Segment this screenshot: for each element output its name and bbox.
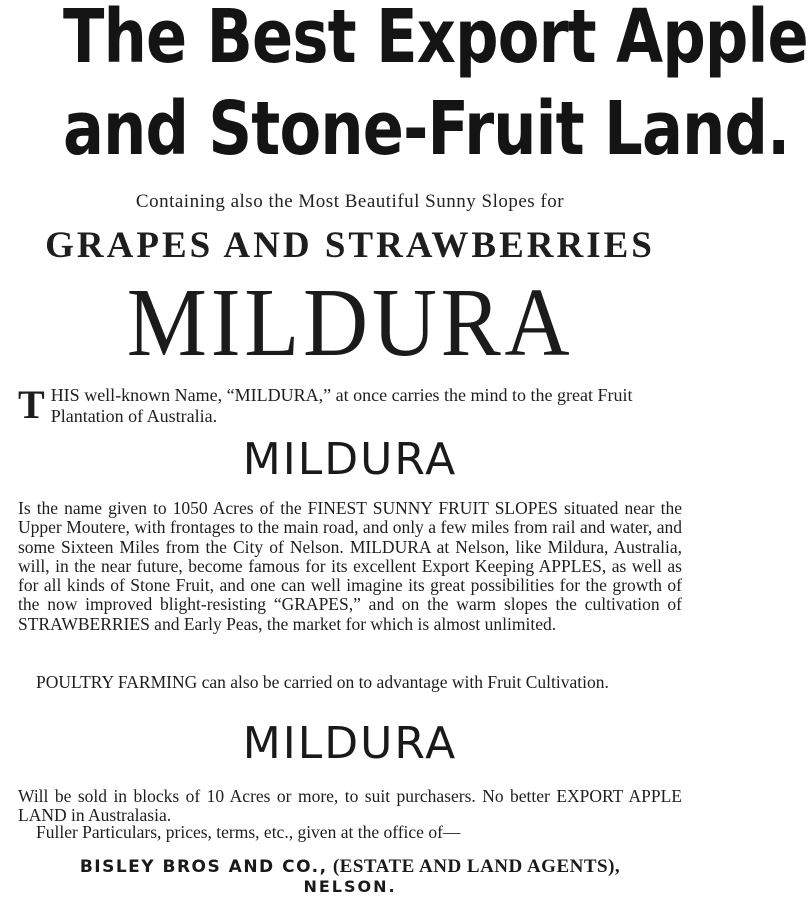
headline-line-2: and Stone-Fruit Land. <box>63 86 790 172</box>
headline-line-1: The Best Export Apple <box>63 0 808 80</box>
agent-role: (ESTATE AND LAND AGENTS), <box>332 856 621 877</box>
description-paragraph: Is the name given to 1050 Acres of the FINEST SUNNY FRUIT SLOPES situated near the Upper Moutere, with frontages to the main road, and only a few miles from rail and water, and some Sixteen Miles from the City of Nelson. MILDURA at Nelson, like Mildura, Australia, will, in the near future, become famous for its excellent Export Keeping APPLES, as well as for all kinds of Stone Fruit, and one can well imagine its great possibilities for the growth of the now improved blight-resisting “GRAPES,” and on the warm slopes the cultivation of STRAWBERRIES and Early Peas, the market for which is almost unlimited. <box>18 498 682 634</box>
brand-heading-1: MILDURA <box>242 434 458 485</box>
crops-line: GRAPES AND STRAWBERRIES <box>45 225 655 266</box>
brand-heading-2: MILDURA <box>242 718 458 769</box>
intro-text: HIS well-known Name, “MILDURA,” at once carries the mind to the great Fruit Plantation of Australia. <box>50 385 633 426</box>
intro-paragraph <box>18 382 680 427</box>
drop-cap: T <box>18 382 45 427</box>
particulars-paragraph: Fuller Particulars, prices, terms, etc., given at the office of— <box>36 822 461 842</box>
subheadline: Containing also the Most Beautiful Sunny Slopes for <box>135 191 565 212</box>
agent-town: NELSON. <box>303 877 397 896</box>
brand-title-large: MILDURA <box>126 269 574 377</box>
agent-firm: BISLEY BROS AND CO., <box>79 857 328 877</box>
agents-line <box>0 856 700 878</box>
sale-paragraph: Will be sold in blocks of 10 Acres or more, to suit purchasers. No better EXPORT APPLE LAND in Australasia. <box>18 786 682 826</box>
poultry-paragraph: POULTRY FARMING can also be carried on to advantage with Fruit Cultivation. <box>36 672 609 692</box>
